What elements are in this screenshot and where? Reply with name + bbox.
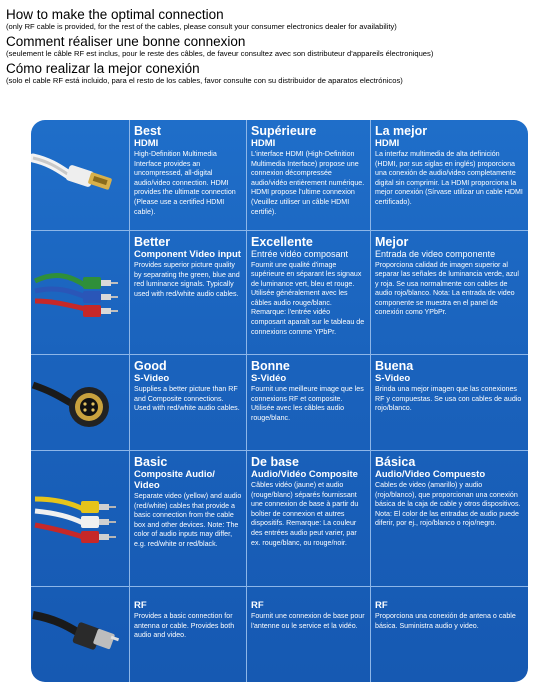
heading-subtitle: (seulement le câble RF est inclus, pour le reste des câbles, de faveur consultez avec son distributeur d'appareils électroniques) [6, 49, 434, 58]
hdmi-connector-icon [31, 120, 129, 230]
table-row-hdmi [31, 120, 528, 230]
cell-french [246, 355, 370, 451]
description: La interfaz multimedia de alta definición (HDMI, por sus siglas en inglés) proporciona una conexión de audio/video completamente digital sin comprimir. La HDMI proporciona la mejor conexión (Sírvase utilizar un cable HDMI certificado). [375, 150, 523, 206]
connection-type: RF [375, 600, 388, 611]
connection-type: HDMI [375, 138, 400, 149]
description: Provides superior picture quality by separating the green, blue and red luminance signals. Typically used with red/white audio cables. [134, 261, 240, 298]
description: L'interface HDMI (High-Definition Multimedia Interface) propose une connexion décompressée audio/vidéo entièrement numérique. HDMI propose l'ultime connexion (Veuillez utiliser un câble HDMI certifié). [251, 150, 365, 216]
quality-level: Básica [375, 455, 416, 469]
connection-type: Audio/Vidéo Composite [251, 469, 358, 480]
description: Separate video (yellow) and audio (red/white) cables that provide a basic connection from the cable box and other devices. Note: The color of audio inputs may differ, e.g. red/white or red/black. [134, 492, 242, 548]
connector-image-cell [31, 451, 129, 587]
quality-level: Basic [134, 455, 168, 469]
connection-type: Audio/Video Compuesto [375, 469, 486, 480]
description: Supplies a better picture than RF and Composite connections. Used with red/white audio cables. [134, 385, 240, 413]
quality-level: Excellente [251, 235, 313, 249]
connection-type: Entrée vidéo composant [251, 249, 349, 259]
description: Câbles vidéo (jaune) et audio (rouge/blanc) séparés fournissant une connexion de base à partir du boîtier de connexion et autres dispositifs. Remarque: La couleur des entrées audio peut varier, par ex. rouge/blanc, ou rouge/noir. [251, 481, 359, 547]
connection-table [31, 120, 528, 682]
quality-level: De base [251, 455, 299, 469]
quality-level: Bonne [251, 359, 290, 373]
heading-spanish [6, 61, 531, 85]
cell-english [129, 587, 246, 682]
table-row-composite [31, 450, 528, 587]
connection-type: HDMI [251, 138, 276, 149]
description: High-Definition Multimedia Interface provides an uncompressed, all-digital audio/video connection. HDMI provides the ultimate connection (Please use a certified HDMI cable). [134, 150, 236, 216]
cell-english [129, 451, 246, 587]
heading-french [6, 34, 531, 58]
table-row-component [31, 230, 528, 355]
quality-level: Good [134, 359, 167, 373]
cell-french [246, 231, 370, 355]
connection-type: RF [251, 600, 264, 611]
connection-type: Entrada de video componente [375, 249, 496, 259]
rf-coaxial-connector-icon [31, 587, 129, 682]
description: Cables de video (amarillo) y audio (rojo/blanco), que proporcionan una conexión básica de la caja de cable y otros dispositivos. Nota: El color de las entradas de audio puede diferir, por ej., rojo/blanco o rojo/negro. [375, 481, 521, 528]
cell-english [129, 355, 246, 451]
quality-level: Best [134, 124, 162, 138]
s-video-connector-icon [31, 355, 129, 451]
heading-title: Cómo realizar la mejor conexión [6, 61, 200, 76]
cell-spanish [370, 355, 528, 451]
connector-image-cell [31, 120, 129, 230]
description: Fournit une connexion de base pour l'antenne ou le service et la vidéo. [251, 612, 365, 630]
description: Fournit une meilleure image que les connexions RF et composite. Utilisée avec les câbles audio rouge/blanc. [251, 385, 364, 422]
cell-english [129, 231, 246, 355]
connector-image-cell [31, 355, 129, 451]
description: Proporciona una conexión de antena o cable básica. Suministra audio y video. [375, 612, 516, 630]
cell-spanish [370, 587, 528, 682]
connection-type: Composite Audio/ Video [134, 469, 215, 491]
description: Provides a basic connection for antenna or cable. Provides both audio and video. [134, 612, 235, 640]
page-header [6, 7, 531, 88]
description: Fournit une qualité d'image supérieure en séparant les signaux de luminance vert, bleu et rouge. Utilisée généralement avec les câbles audio rouge/blanc. Remarque: l'entrée vidéo composant aparaît sur le tableau de connexions comme YPbPr. [251, 260, 365, 336]
connector-image-cell [31, 587, 129, 682]
cell-spanish [370, 231, 528, 355]
quality-level: Better [134, 235, 171, 249]
quality-level: Buena [375, 359, 414, 373]
description: Brinda una mejor imagen que las conexiones RF y compuestas. Se usa con cables de audio rojo/blanco. [375, 385, 522, 413]
description: Proporciona calidad de imagen superior al separar las señales de luminancia verde, azul y roja. Se usa normalmente con cables de audio rojo/blanco. Nota: La entrada de video componente se muestra en el panel de conexión como YPbPr. [375, 260, 519, 317]
table-row-s-video [31, 354, 528, 451]
connection-type: S-Video [134, 373, 170, 384]
connection-type: RF [134, 600, 147, 611]
cell-english [129, 120, 246, 230]
cell-spanish [370, 120, 528, 230]
cell-spanish [370, 451, 528, 587]
heading-subtitle: (solo el cable RF está incluido, para el resto de los cables, favor consulte con su distribuidor de aparatos electrónicos) [6, 76, 403, 85]
component-video-connector-icon [31, 231, 129, 355]
connector-image-cell [31, 231, 129, 355]
cell-french [246, 451, 370, 587]
heading-title: Comment réaliser une bonne connexion [6, 34, 246, 49]
connection-type: S-Video [375, 373, 411, 384]
heading-subtitle: (only RF cable is provided, for the rest of the cables, please consult your consumer electronics dealer for availability) [6, 22, 397, 31]
composite-av-connector-icon [31, 451, 129, 587]
table-row-rf [31, 586, 528, 682]
quality-level: La mejor [375, 124, 428, 138]
heading-title: How to make the optimal connection [6, 7, 224, 22]
connection-type: Component Video input [134, 249, 241, 260]
quality-level: Mejor [375, 235, 409, 249]
quality-level: Supérieure [251, 124, 317, 138]
cell-french [246, 587, 370, 682]
cell-french [246, 120, 370, 230]
connection-type: S-Vidéo [251, 373, 287, 384]
heading-english [6, 7, 531, 31]
connection-type: HDMI [134, 138, 159, 149]
